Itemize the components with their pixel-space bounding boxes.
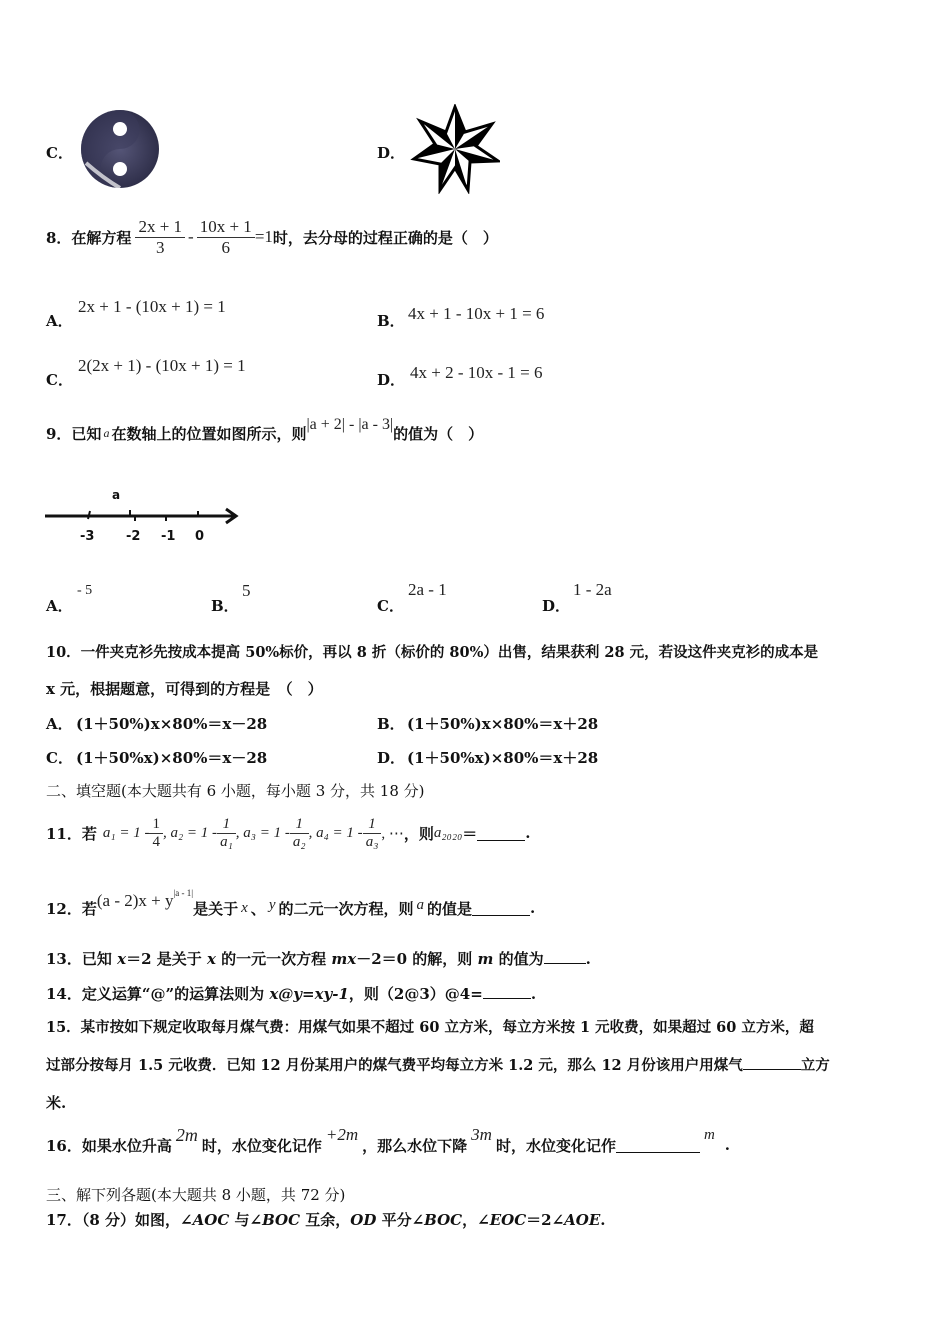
q10-option-a-label: A．: [46, 715, 73, 733]
q11-answer-blank[interactable]: [477, 826, 525, 841]
q16-v2: +2m: [325, 1125, 359, 1144]
q17-angle-boc: ∠BOC: [249, 1211, 301, 1229]
q12-expr: (a - 2)x + y: [96, 891, 174, 910]
q11-frac-1: [149, 816, 163, 851]
q10-line2: x 元，根据题意，可得到的方程是 （ ）: [46, 680, 323, 698]
q13-stem: [46, 948, 591, 969]
q13-text-e: 的值为: [493, 950, 544, 968]
q9-option-d-label: D．: [542, 597, 571, 615]
q15-line2-a: 过部分按每月 1.5 元收费．已知 12 月份某用户的煤气费平均每立方米 1.2 元，那么 12 月份该用户用煤气: [46, 1057, 743, 1074]
q9-option-c-expr: 2a - 1: [408, 580, 447, 599]
q10-option-a-expr: (1＋50%)x×80%＝x－28: [76, 715, 268, 733]
q14-end: .: [530, 985, 537, 1003]
q8-frac2-den: 6: [197, 237, 255, 258]
q9-option-c-label: C．: [377, 597, 404, 615]
q11-target: a₂₀₂₀: [433, 824, 463, 841]
q14-text-a: 14．定义运算“@”的运算法则为: [46, 985, 270, 1003]
section-3-heading: 三、解下列各题(本大题共 8 小题，共 72 分): [46, 1186, 346, 1204]
q11-f1-den: 4: [149, 833, 163, 851]
q16-end: .: [724, 1136, 731, 1154]
q15-line3: 米.: [46, 1094, 67, 1112]
q9-option-a-expr: - 5: [77, 583, 93, 598]
q8-fraction-2: [197, 217, 255, 258]
q13-mx: mx: [331, 950, 357, 968]
q8-rhs: =1: [254, 227, 273, 246]
q17-angle-aoc: ∠AOC: [180, 1211, 230, 1229]
q12-a: a: [416, 896, 424, 913]
q11-a2: , a₂ = 1 -: [162, 824, 218, 841]
q11-frac-4: [363, 816, 382, 851]
q9-option-b-label: B．: [211, 597, 239, 615]
q11-f2-num: 1: [222, 815, 231, 832]
q11-prefix: 11．若: [46, 824, 97, 843]
q10-option-b-label: B．: [377, 715, 405, 733]
q14-rule: x@y=xy-1: [269, 985, 349, 1003]
q11-frac-2: [217, 816, 236, 851]
q11-stem: [46, 805, 531, 861]
yin-yang-figure: [78, 108, 164, 192]
q17-end: .: [600, 1211, 606, 1229]
q10-option-c-label: C．: [46, 749, 73, 767]
q8-option-d-label: D．: [377, 371, 406, 389]
q7-option-c-label: C．: [46, 144, 73, 162]
q9-option-d-expr: 1 - 2a: [573, 580, 612, 599]
q17-text-f: ＝2: [526, 1211, 552, 1229]
q16-prefix: 16．如果水位升高: [46, 1136, 172, 1155]
q9-var: a: [103, 425, 110, 440]
q8-option-a-label: A．: [46, 312, 73, 330]
q8-prefix: 8．在解方程: [46, 228, 132, 247]
q8-stem: [46, 207, 498, 267]
q10-option-d-label: D．: [377, 749, 406, 767]
q9-middle: 在数轴上的位置如图所示，则: [111, 424, 307, 443]
q17-stem: [46, 1209, 606, 1230]
q9-stem: [46, 413, 483, 453]
section-2-heading: 二、填空题(本大题共有 6 小题，每小题 3 分，共 18 分): [46, 782, 425, 800]
q17-angle-boc-2: ∠BOC: [411, 1211, 463, 1229]
q17-text-a: 17．（8 分）如图，: [46, 1211, 181, 1229]
q8-frac2-num: 10x + 1: [199, 216, 252, 236]
q17-od: OD: [350, 1211, 377, 1229]
q10-option-b-expr: (1＋50%)x×80%＝x＋28: [407, 715, 599, 733]
q13-m: m: [477, 950, 494, 968]
q16-answer-blank[interactable]: [616, 1138, 700, 1153]
q15-line1: 15．某市按如下规定收取每月煤气费：用煤气如果不超过 60 立方米，每立方米按 1 元收费，如果超过 60 立方米，超: [46, 1019, 814, 1036]
q8-option-a-expr: 2x + 1 - (10x + 1) = 1: [78, 297, 226, 316]
number-line: [40, 485, 250, 555]
q10-option-d-expr: (1＋50%x)×80%＝x＋28: [407, 749, 599, 767]
q11-a3: , a₃ = 1 -: [235, 824, 290, 841]
q12-x: x: [241, 899, 248, 916]
q9-option-a-label: A．: [46, 597, 73, 615]
q12-answer-blank[interactable]: [472, 901, 530, 916]
q8-option-b-label: B．: [377, 312, 405, 330]
q8-option-c-expr: 2(2x + 1) - (10x + 1) = 1: [78, 356, 246, 375]
q8-frac1-den: 3: [135, 237, 185, 258]
tick-label-neg1: -1: [161, 529, 176, 544]
q11-a1: a₁ = 1 -: [102, 824, 150, 841]
q13-text-c: 的一元一次方程: [215, 950, 332, 968]
q11-f4-den: a₃: [363, 833, 382, 851]
star-figure: [410, 104, 500, 194]
q13-text-b: ＝2 是关于: [126, 950, 207, 968]
q15-answer-blank[interactable]: [743, 1055, 801, 1070]
q8-option-d-expr: 4x + 2 - 10x - 1 = 6: [410, 363, 543, 382]
q12-prefix: 12．若: [46, 899, 97, 918]
q17-text-e: ，: [462, 1211, 478, 1229]
q16-middle3: 时，水位变化记作: [495, 1136, 616, 1155]
q14-answer-blank[interactable]: [483, 984, 531, 999]
q13-end: .: [585, 950, 591, 968]
q11-f3-num: 1: [295, 815, 303, 832]
q11-f1-num: 1: [152, 815, 160, 832]
q12-y: y: [268, 896, 276, 913]
q16-v3: 3m: [471, 1125, 492, 1144]
q9-option-b-expr: 5: [242, 581, 251, 600]
q8-option-b-expr: 4x + 1 - 10x + 1 = 6: [408, 304, 545, 323]
q11-frac-3: [290, 816, 309, 851]
q15-line2: [46, 1054, 830, 1075]
q12-end: .: [530, 899, 536, 917]
q15-line2-b: 立方: [800, 1057, 830, 1074]
q17-angle-eoc: ∠EOC: [477, 1211, 527, 1229]
q16-middle2: ，那么水位下降: [362, 1136, 468, 1155]
q17-text-b: 与: [229, 1211, 250, 1229]
q8-frac1-num: 2x + 1: [138, 216, 183, 236]
q12-suffix: 的值是: [427, 899, 473, 918]
q13-answer-blank[interactable]: [544, 949, 586, 964]
q16-v1: 2m: [175, 1124, 198, 1145]
q8-option-c-label: C．: [46, 371, 73, 389]
q11-f2-den: a₁: [217, 833, 236, 851]
q14-text-b: ，则（2@3）@4=: [348, 985, 483, 1003]
tick-label-zero: 0: [195, 529, 205, 544]
tick-label-neg3: -3: [80, 529, 95, 544]
q8-suffix: 时，去分母的过程正确的是（ ）: [272, 228, 498, 247]
q12-exponent: |a - 1|: [173, 888, 194, 898]
q12-middle1: 是关于: [193, 899, 239, 918]
tick-label-neg2: -2: [126, 529, 141, 544]
q13-x: x: [117, 950, 127, 968]
q16-stem: [46, 1123, 730, 1167]
q17-text-d: 平分: [376, 1211, 412, 1229]
q12-middle2: 的二元一次方程，则: [278, 899, 414, 918]
q9-suffix: 的值为（ ）: [393, 424, 484, 443]
q12-stem: [46, 888, 535, 928]
q11-middle: ，则: [403, 824, 434, 843]
q11-f3-den: a₂: [290, 833, 309, 851]
q8-fraction-1: [135, 217, 185, 258]
q9-expr: |a + 2| - |a - 3|: [306, 416, 394, 433]
q11-dots: , ⋯: [381, 825, 404, 842]
q8-minus: -: [188, 227, 194, 246]
q11-end: .: [525, 824, 531, 842]
q10-line1: 10．一件夹克衫先按成本提高 50%标价，再以 8 折（标价的 80%）出售，结果获利 28 元，若设这件夹克衫的成本是: [46, 644, 819, 661]
q16-middle1: 时，水位变化记作: [201, 1136, 322, 1155]
q17-text-c: 互余，: [300, 1211, 351, 1229]
q13-text-a: 13．已知: [46, 950, 118, 968]
q13-text-d: －2＝0 的解，则: [356, 950, 478, 968]
q11-eq: ＝: [462, 824, 478, 843]
q14-stem: [46, 983, 536, 1004]
q17-angle-aoe: ∠AOE: [551, 1211, 601, 1229]
q11-a4: , a₄ = 1 -: [308, 824, 363, 841]
axis-point-label: a: [112, 488, 121, 502]
q13-x2: x: [206, 950, 216, 968]
q9-prefix: 9．已知: [46, 424, 102, 443]
tick-neg3: [88, 511, 90, 519]
q12-sep: 、: [250, 899, 266, 918]
q10-option-c-expr: (1＋50%x)×80%＝x－28: [76, 749, 268, 767]
q11-f4-num: 1: [368, 815, 376, 832]
q7-option-d-label: D．: [377, 144, 406, 162]
q16-unit: m: [703, 1126, 715, 1143]
